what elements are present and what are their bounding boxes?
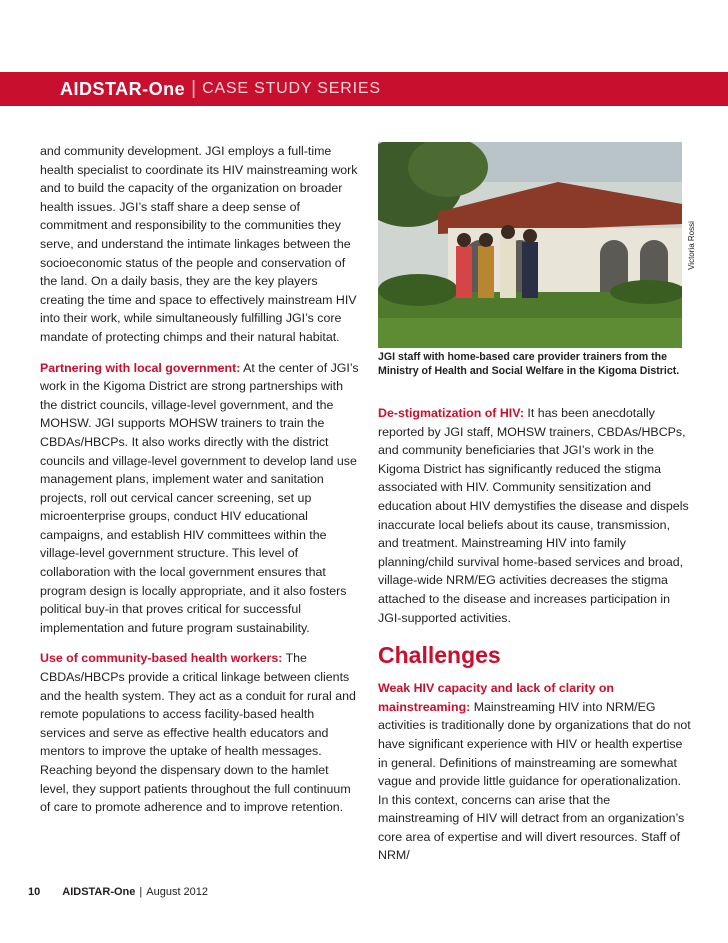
community-lead: Use of community-based health workers: <box>40 651 283 666</box>
footer-date: August 2012 <box>146 886 209 898</box>
partnering-paragraph <box>40 359 360 638</box>
photo-image <box>378 142 682 348</box>
banner-series-title: CASE STUDY SERIES <box>202 80 381 97</box>
series-banner <box>0 72 728 106</box>
banner-brand: AIDSTAR-One <box>60 78 186 99</box>
weak-capacity-lead: Weak HIV capacity and lack of clarity on mainstreaming: <box>378 681 614 714</box>
photo-credit <box>684 142 698 348</box>
partnering-lead: Partnering with local government: <box>40 360 241 375</box>
footer-brand: AIDSTAR-One <box>62 886 136 898</box>
destigmatization-body: It has been anecdotally reported by JGI staff, MOHSW trainers, CBDAs/HBCPs, and community beneficiaries that JGI’s work in the Kigoma District has significantly reduced the stigma associated with HIV. Community sensitization and education about HIV demystifies the disease and dispels inaccurate local beliefs about its cause, transmission, and treatment. Mainstreaming HIV into family planning/child survival home-based services and broad, village-wide NRM/EG activities decreases the stigma attached to the disease and increases participation in JGI-supported activities. <box>378 406 689 625</box>
destigmatization-lead: De-stigmatization of HIV: <box>378 406 524 420</box>
challenges-heading: Challenges <box>378 642 501 669</box>
destigmatization-paragraph <box>378 404 694 627</box>
photo-credit-text: Victoria Rossi <box>686 220 696 270</box>
community-paragraph <box>40 649 360 816</box>
photo-group-outside-building <box>378 142 682 348</box>
right-column <box>378 404 694 865</box>
page-footer <box>28 886 208 898</box>
left-column <box>40 142 360 817</box>
community-body: The CBDAs/HBCPs provide a critical linkage between clients and the health system. They act as a conduit for rural and remote populations to access facility-based health services and serve as effective health educators and mentors to improve the uptake of health messages. Reaching beyond the dispensary down to the hamlet level, they support patients throughout the full continuum of care to promote adherence and to improve retention. <box>40 651 356 815</box>
banner-separator: | <box>191 78 197 99</box>
page-number: 10 <box>28 886 41 898</box>
weak-capacity-paragraph <box>378 679 694 865</box>
partnering-body: At the center of JGI’s work in the Kigoma District are strong partnerships with the district councils, village-level government, and the MOHSW. JGI supports MOHSW trainers to train the CBDAs/HBCPs. It also works directly with the district councils and village-level government to develop land use management plans, implement water and sanitation projects, roll out cervical cancer screening, set up microenterprise groups, conduct HIV educational campaigns, and establish HIV committees within the village-level government structure. This level of collaboration with the local government ensures that program design is locally appropriate, and it also fosters political buy-in that proves critical for successful implementation and future program sustainability. <box>40 360 359 635</box>
footer-separator: | <box>139 886 143 898</box>
photo-caption: JGI staff with home-based care provider trainers from the Ministry of Health and Social Welfare in the Kigoma District. <box>378 351 680 377</box>
weak-capacity-body: Mainstreaming HIV into NRM/EG activities is traditionally done by organizations that do not have significant experience with HIV or health expertise in general. Definitions of mainstreaming are somewhat vague and provide little guidance for operationalization. In this context, concerns can arise that the mainstreaming of HIV will detract from an organization’s core area of expertise and will divert resources. Staff of NRM/ <box>378 699 691 863</box>
intro-paragraph: and community development. JGI employs a full-time health specialist to coordinate its HIV mainstreaming work and to build the capacity of the organization on broader health issues. JGI’s staff share a deep sense of commitment and responsibility to the communities they serve, and understand the intimate linkages between the socioeconomic status of the people and conservation of the land. On a daily basis, they are the key players creating the time and space to effectively mainstream HIV into their work, while simultaneously fulfilling JGI’s core mandate of protecting chimps and their natural habitat. <box>40 144 358 344</box>
